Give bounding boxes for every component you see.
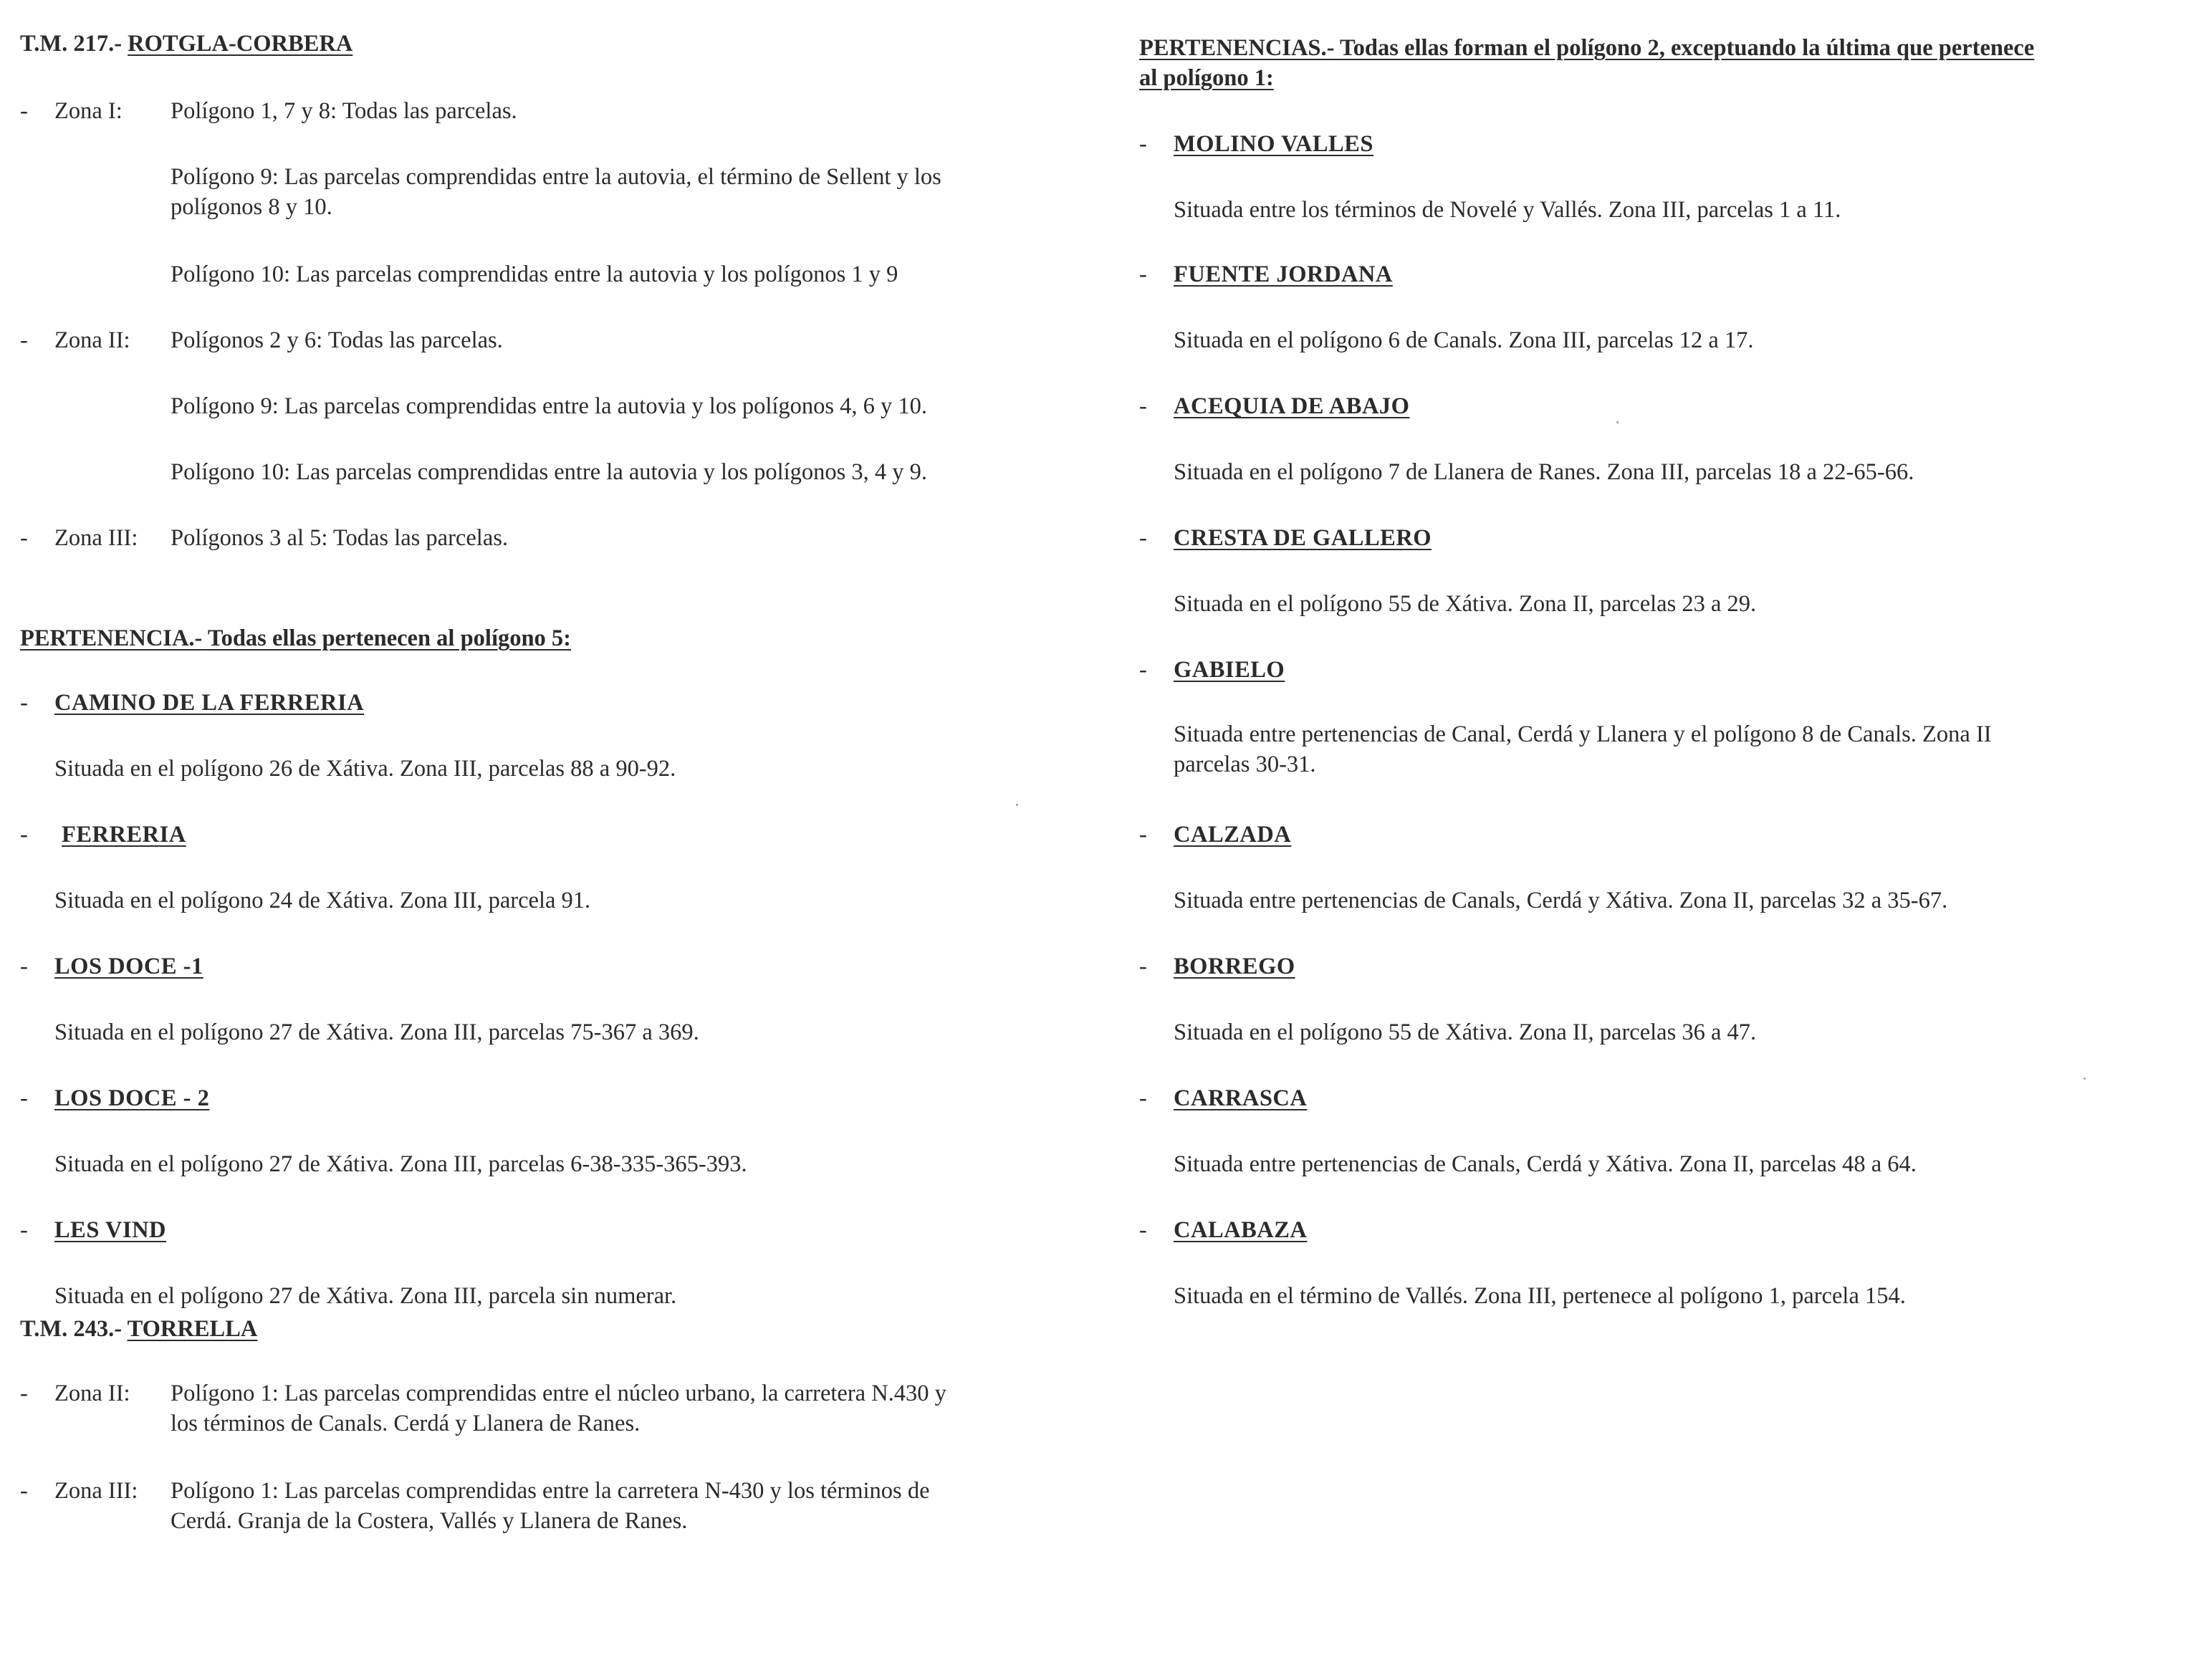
pertenencias-line1: Todas ellas forman el polígono 2, exceptuando la última que pertenece <box>1334 35 2035 61</box>
zone-line: los términos de Canals. Cerdá y Llanera de Ranes. <box>171 1411 641 1437</box>
item-title: FUENTE JORDANA <box>1174 261 1393 287</box>
scan-speck <box>1616 421 1619 423</box>
zone-text <box>171 162 1080 223</box>
item-desc-line: Situada entre los términos de Novelé y Vallés. Zona III, parcelas 1 a 11. <box>1174 197 1841 223</box>
item-desc: Situada en el polígono 26 de Xátiva. Zona III, parcelas 88 a 90-92. <box>54 756 676 782</box>
item-desc-line: Situada en el polígono 55 de Xátiva. Zona II, parcelas 23 a 29. <box>1174 591 1757 617</box>
zone-line: Polígono 1, 7 y 8: Todas las parcelas. <box>171 98 517 124</box>
item-title: ACEQUIA DE ABAJO <box>1174 393 1410 419</box>
list-dash: - <box>1139 1085 1147 1111</box>
zone-text <box>171 391 1080 421</box>
item-title: BORREGO <box>1174 954 1295 979</box>
item-desc-line: Situada en el polígono 7 de Llanera de Ranes. Zona III, parcelas 18 a 22-65-66. <box>1174 459 1914 485</box>
item-desc-line: Situada entre pertenencias de Canal, Cerdá y Llanera y el polígono 8 de Canals. Zona II <box>1174 721 1992 747</box>
item-desc: Situada en el polígono 27 de Xátiva. Zona III, parcela sin numerar. <box>54 1283 677 1309</box>
tm217-name: ROTGLA-CORBERA <box>128 31 353 57</box>
scan-speck <box>2084 1077 2086 1080</box>
item-desc-line: Situada en el polígono 55 de Xátiva. Zona II, parcelas 36 a 47. <box>1174 1019 1757 1045</box>
list-dash: - <box>20 690 28 716</box>
list-dash: - <box>1139 1217 1147 1243</box>
list-dash: - <box>20 1217 28 1243</box>
list-dash: - <box>1139 131 1147 157</box>
list-dash: - <box>1139 525 1147 551</box>
list-dash: - <box>1139 261 1147 287</box>
zone-line: Polígono 9: Las parcelas comprendidas entre la autovia, el término de Sellent y los <box>171 164 941 190</box>
item-title: LES VIND <box>54 1217 167 1243</box>
zone-label: Zona III: <box>54 525 138 551</box>
pertenencias-line2: al polígono 1: <box>1139 65 1274 92</box>
item-desc <box>1174 1149 2177 1179</box>
list-dash: - <box>20 98 28 124</box>
item-desc <box>1174 885 2177 916</box>
item-title: GABIELO <box>1174 657 1285 683</box>
list-dash: - <box>20 822 28 848</box>
item-desc <box>1174 1281 2177 1311</box>
tm243-heading <box>20 1314 257 1344</box>
pertenencias-heading-line2 <box>1139 63 2178 93</box>
item-desc <box>1174 1017 2177 1047</box>
pertenencia-prefix: PERTENENCIA.- <box>20 625 203 651</box>
item-desc <box>1174 457 2177 487</box>
zone-text <box>171 457 1080 487</box>
zone-line: polígonos 8 y 10. <box>171 194 332 221</box>
tm217-heading <box>20 29 353 59</box>
item-title: CARRASCA <box>1174 1085 1308 1111</box>
tm243-name: TORRELLA <box>127 1316 258 1342</box>
zone-line: Polígonos 3 al 5: Todas las parcelas. <box>171 525 509 551</box>
item-desc-line: parcelas 30-31. <box>1174 752 1316 778</box>
zone-line: Polígono 10: Las parcelas comprendidas entre la autovia y los polígonos 1 y 9 <box>171 261 898 287</box>
item-desc: Situada en el polígono 24 de Xátiva. Zona III, parcela 91. <box>54 888 591 913</box>
zone-text <box>171 1476 1080 1537</box>
item-desc: Situada en el polígono 27 de Xátiva. Zona III, parcelas 75-367 a 369. <box>54 1019 699 1045</box>
item-desc-line: Situada en el polígono 6 de Canals. Zona III, parcelas 12 a 17. <box>1174 327 1754 353</box>
zone-text <box>171 523 1080 553</box>
list-dash: - <box>20 1381 28 1406</box>
list-dash: - <box>1139 657 1147 683</box>
item-title: MOLINO VALLES <box>1174 131 1373 157</box>
pertenencias-prefix: PERTENENCIAS.- <box>1139 35 1335 61</box>
item-title: CAMINO DE LA FERRERIA <box>54 690 365 716</box>
item-title: CALZADA <box>1174 822 1292 848</box>
pertenencias-heading <box>1139 33 2178 94</box>
scan-speck <box>1016 804 1018 806</box>
zone-text <box>171 259 1080 289</box>
pertenencia-rest: Todas ellas pertenecen al polígono 5: <box>202 625 571 651</box>
item-desc: Situada en el polígono 27 de Xátiva. Zona III, parcelas 6-38-335-365-393. <box>54 1151 747 1177</box>
pertenencia-heading <box>20 623 571 653</box>
zone-label: Zona II: <box>54 1381 130 1406</box>
tm243-prefix: T.M. 243.- <box>20 1316 128 1342</box>
zone-line: Polígono 10: Las parcelas comprendidas entre la autovia y los polígonos 3, 4 y 9. <box>171 459 928 485</box>
zone-label: Zona III: <box>54 1478 138 1504</box>
item-desc-line: Situada entre pertenencias de Canals, Cerdá y Xátiva. Zona II, parcelas 48 a 64. <box>1174 1151 1917 1177</box>
item-title: LOS DOCE -1 <box>54 954 203 979</box>
tm217-prefix: T.M. 217.- <box>20 31 128 57</box>
zone-line: Polígono 9: Las parcelas comprendidas entre la autovia y los polígonos 4, 6 y 10. <box>171 393 928 419</box>
item-title: CALABAZA <box>1174 1217 1308 1243</box>
list-dash: - <box>20 327 28 353</box>
list-dash: - <box>20 954 28 979</box>
item-desc <box>1174 719 2177 780</box>
zone-line: Cerdá. Granja de la Costera, Vallés y Llanera de Ranes. <box>171 1508 688 1535</box>
zone-label: Zona I: <box>54 98 123 124</box>
item-desc-line: Situada en el término de Vallés. Zona III, pertenece al polígono 1, parcela 154. <box>1174 1283 1906 1309</box>
item-desc <box>1174 325 2177 355</box>
item-desc-line: Situada entre pertenencias de Canals, Cerdá y Xátiva. Zona II, parcelas 32 a 35-67. <box>1174 888 1948 913</box>
zone-text <box>171 325 1080 355</box>
item-desc <box>1174 195 2177 225</box>
item-desc <box>1174 589 2177 619</box>
zone-text <box>171 1378 1080 1439</box>
zone-line: Polígono 1: Las parcelas comprendidas entre el núcleo urbano, la carretera N.430 y <box>171 1381 946 1406</box>
list-dash: - <box>1139 822 1147 848</box>
item-title: FERRERIA <box>62 822 186 848</box>
list-dash: - <box>20 525 28 551</box>
item-title: CRESTA DE GALLERO <box>1174 525 1432 551</box>
pertenencias-heading-line1 <box>1139 33 2178 63</box>
zone-line: Polígonos 2 y 6: Todas las parcelas. <box>171 327 503 353</box>
list-dash: - <box>20 1085 28 1111</box>
list-dash: - <box>1139 954 1147 979</box>
item-title: LOS DOCE - 2 <box>54 1085 210 1111</box>
list-dash: - <box>20 1478 28 1504</box>
zone-label: Zona II: <box>54 327 130 353</box>
list-dash: - <box>1139 393 1147 419</box>
zone-line: Polígono 1: Las parcelas comprendidas entre la carretera N-430 y los términos de <box>171 1478 930 1504</box>
zone-text <box>171 96 1080 126</box>
